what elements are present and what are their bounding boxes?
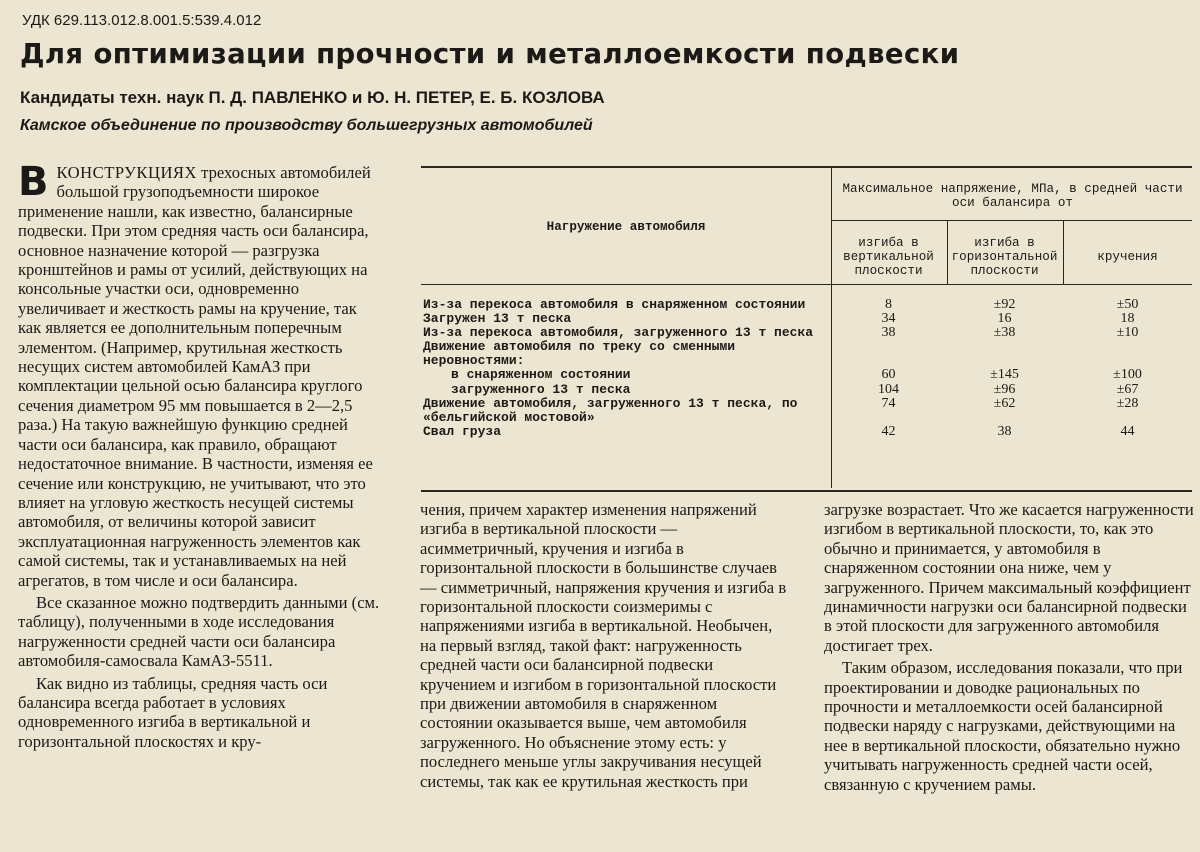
table-row: Движение автомобиля по треку со сменными неровностями: xyxy=(423,339,736,369)
article-title: Для оптимизации прочности и металлоемкости подвески xyxy=(20,38,960,70)
column-1 xyxy=(18,159,380,751)
table-row: загруженного 13 т песка 104 ±96 ±67 xyxy=(451,381,1139,397)
header-torsion: кручения xyxy=(1097,250,1158,264)
table-divider xyxy=(421,284,1192,285)
paragraph-5: загрузке возрастает. Что же касается нагруженности изгибом в вертикальной плоскости, то, как это обычно и принимается, у автомобиля в снаряженном состоянии она ниже, чем у загруженного. Причем максимальный коэффициент динамичности нагрузки оси балансирной подвески в этой плоскости для загруженного автомобиля достигает трех. xyxy=(824,500,1194,655)
paragraph-2: Все сказанное можно подтвердить данными (см. таблицу), полученными в ходе исследования нагруженности средней части оси балансира автомобиля-самосвала КамАЗ-5511. xyxy=(18,592,380,671)
header-load: Нагружение автомобиля xyxy=(546,220,706,234)
header-vertical: изгиба в вертикальной плоскости xyxy=(843,236,934,278)
paragraph-6: Таким образом, исследования показали, что при проектировании и доводке рациональных по прочности и металлоемкости осей балансирной подвески наряду с нагрузками, действующими на нее в вертикальной плоскости, обязательно нужно учитывать нагруженность средней части осей, связанную с кручением рамы. xyxy=(824,658,1183,794)
table-row: Из-за перекоса автомобиля в снаряженном состоянии 8 ±92 ±50 xyxy=(423,297,1139,312)
table-row: Загружен 13 т песка 34 16 18 xyxy=(423,311,1135,327)
paragraph-3: Как видно из таблицы, средняя часть оси балансира всегда работает в условиях одновременного изгиба в вертикальной и горизонтальной плоскостях и кру- xyxy=(18,673,328,751)
table-divider xyxy=(831,220,1192,221)
udk-code: УДК 629.113.012.8.001.5:539.4.012 xyxy=(22,12,262,29)
column-3 xyxy=(824,500,1194,794)
table-body xyxy=(421,298,1192,439)
table-row: Движение автомобиля, загруженного 13 т песка, по «бельгийской мостовой» 74 ±62 ±28 xyxy=(423,395,1139,425)
table-row: в снаряженном состоянии 60 ±145 ±100 xyxy=(451,367,1142,383)
table-row: Свал груза 42 38 44 xyxy=(423,423,1135,439)
stress-table xyxy=(421,166,1192,492)
organization: Камское объединение по производству большегрузных автомобилей xyxy=(20,117,593,134)
header-horizontal: изгиба в горизонтальной плоскости xyxy=(951,236,1058,278)
table-row: Из-за перекоса автомобиля, загруженного 13 т песка 38 ±38 ±10 xyxy=(423,325,1139,341)
paragraph-1 xyxy=(18,159,380,590)
paragraph-1-text: трехосных автомобилей большой грузоподъемности широкое применение нашли, как известно, балансирные подвески. При этом средняя часть оси балансира, основное назначение которой — разгрузка кронштейнов и рамы от усилий, действующих на консольные участки оси, одновременно увеличивает и жесткость рамы на кручение, так как является ее дополнительным поперечным элементом. (Например, крутильная жесткость несущих систем автомобилей КамАЗ при комплектации цельной осью балансира круглого сечения диаметром 95 мм повышается в 2—2,5 раза.) На такую важнейшую функцию средней части оси балансира, как правило, обращают недостаточное внимание. В частности, изменяя ее сечение или конструкцию, не учитывают, что это влияет на угловую жесткость несущей системы автомобиля, от величины которой зависит эксплуатационная нагруженность элементов как самой системы, так и устанавливаемых на ней агрегатов, в том числе и оси балансира. xyxy=(18,163,373,590)
authors: Кандидаты техн. наук П. Д. ПАВЛЕНКО и Ю. Н. ПЕТЕР, Е. Б. КОЗЛОВА xyxy=(20,88,605,107)
column-2 xyxy=(420,500,792,791)
paragraph-4: чения, причем характер изменения напряжений изгиба в вертикальной плоскости — асимметричный, кручения и изгиба в горизонтальной плоскости в большинстве случаев — симметричный, напряжения кручения и изгиба в горизонтальной плоскости соизмеримы с напряжениями изгиба в вертикальной. Необычен, на первый взгляд, такой факт: нагруженность средней части оси балансирной подвески кручением и изгибом в горизонтальной плоскости при движении автомобиля в снаряженном состоянии оказывается выше, чем автомобиля загруженного. Но объяснение этому есть: у последнего меньше углы закручивания несущей системы, так как ее крутильная жесткость при xyxy=(420,500,787,791)
header-group: Максимальное напряжение, МПа, в средней части оси балансира от xyxy=(842,182,1183,210)
lead-word: КОНСТРУКЦИЯХ xyxy=(56,163,197,182)
drop-cap: В xyxy=(18,159,49,205)
